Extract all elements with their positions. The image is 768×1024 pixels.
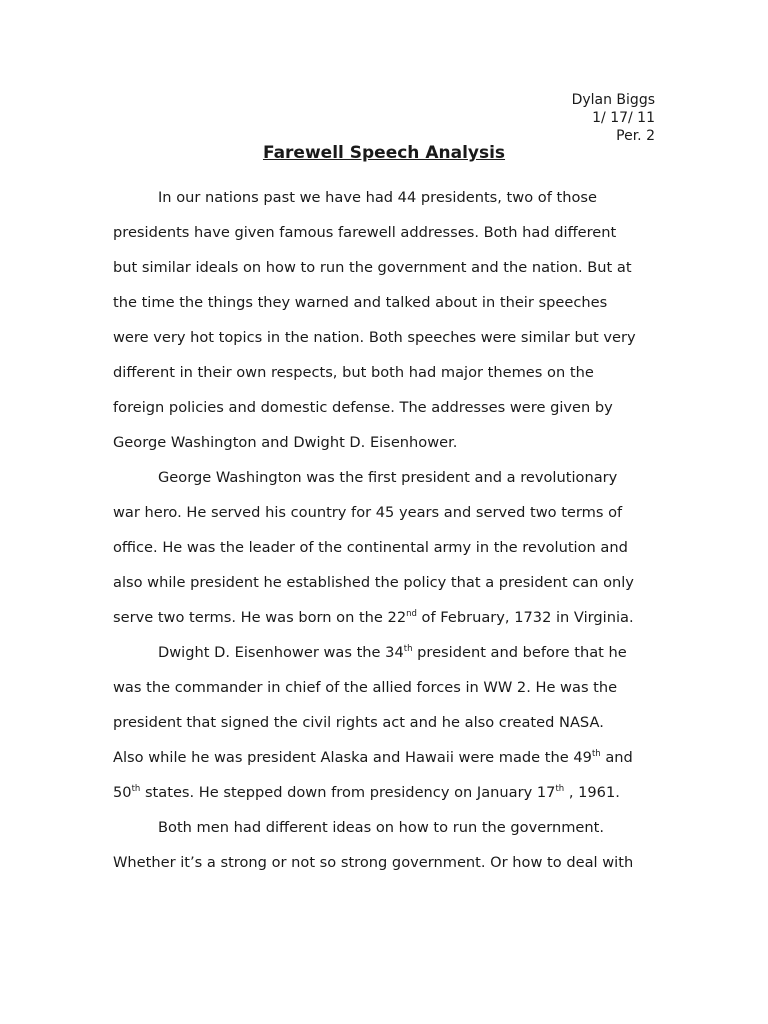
text-run: but similar ideals on how to run the government and the nation. But at xyxy=(113,259,632,276)
superscript: nd xyxy=(406,609,417,619)
text-line xyxy=(113,320,658,355)
text-line xyxy=(113,180,658,215)
text-line xyxy=(113,390,658,425)
superscript: th xyxy=(403,644,413,654)
text-run: and xyxy=(600,749,633,766)
text-run: president that signed the civil rights act and he also created NASA. xyxy=(113,714,604,731)
document-date: 1/ 17/ 11 xyxy=(592,110,655,126)
text-line xyxy=(113,705,658,740)
text-run: foreign policies and domestic defense. The addresses were given by xyxy=(113,399,613,416)
text-line xyxy=(113,635,658,670)
text-run: also while president he established the policy that a president can only xyxy=(113,574,634,591)
text-line xyxy=(113,565,658,600)
superscript: th xyxy=(555,784,565,794)
text-line xyxy=(113,355,658,390)
text-line xyxy=(113,285,658,320)
author-name: Dylan Biggs xyxy=(571,92,655,108)
class-period: Per. 2 xyxy=(616,128,655,144)
text-run: 50 xyxy=(113,784,132,801)
document-title: Farewell Speech Analysis xyxy=(262,143,506,163)
text-line xyxy=(113,775,658,810)
text-line xyxy=(113,215,658,250)
author-header xyxy=(572,91,655,145)
text-run: Both men had different ideas on how to run the government. xyxy=(158,819,605,836)
text-run: different in their own respects, but both had major themes on the xyxy=(113,364,594,381)
text-run: Whether it’s a strong or not so strong government. Or how to deal with xyxy=(113,854,634,871)
text-line xyxy=(113,600,658,635)
text-line xyxy=(113,670,658,705)
text-run: were very hot topics in the nation. Both speeches were similar but very xyxy=(113,329,636,346)
text-line xyxy=(113,425,658,460)
text-line xyxy=(113,740,658,775)
document-body xyxy=(113,180,658,880)
text-line xyxy=(113,460,658,495)
text-run: of February, 1732 in Virginia. xyxy=(416,609,634,626)
text-run: the time the things they warned and talked about in their speeches xyxy=(113,294,608,311)
text-run: was the commander in chief of the allied forces in WW 2. He was the xyxy=(113,679,618,696)
text-run: George Washington and Dwight D. Eisenhower. xyxy=(113,434,458,451)
text-run: George Washington was the first president and a revolutionary xyxy=(158,469,618,486)
text-line xyxy=(113,845,658,880)
text-run: In our nations past we have had 44 presidents, two of those xyxy=(158,189,597,206)
superscript: th xyxy=(591,749,601,759)
text-line xyxy=(113,810,658,845)
text-run: states. He stepped down from presidency on January 17 xyxy=(140,784,556,801)
text-run: president and before that he xyxy=(412,644,627,661)
text-run: office. He was the leader of the continental army in the revolution and xyxy=(113,539,628,556)
text-run: , 1961. xyxy=(564,784,620,801)
text-line xyxy=(113,530,658,565)
text-run: serve two terms. He was born on the 22 xyxy=(113,609,407,626)
text-run: Dwight D. Eisenhower was the 34 xyxy=(158,644,404,661)
text-line xyxy=(113,495,658,530)
text-run: Also while he was president Alaska and Hawaii were made the 49 xyxy=(113,749,592,766)
superscript: th xyxy=(131,784,141,794)
text-line xyxy=(113,250,658,285)
text-run: presidents have given famous farewell addresses. Both had different xyxy=(113,224,617,241)
text-run: war hero. He served his country for 45 years and served two terms of xyxy=(113,504,623,521)
